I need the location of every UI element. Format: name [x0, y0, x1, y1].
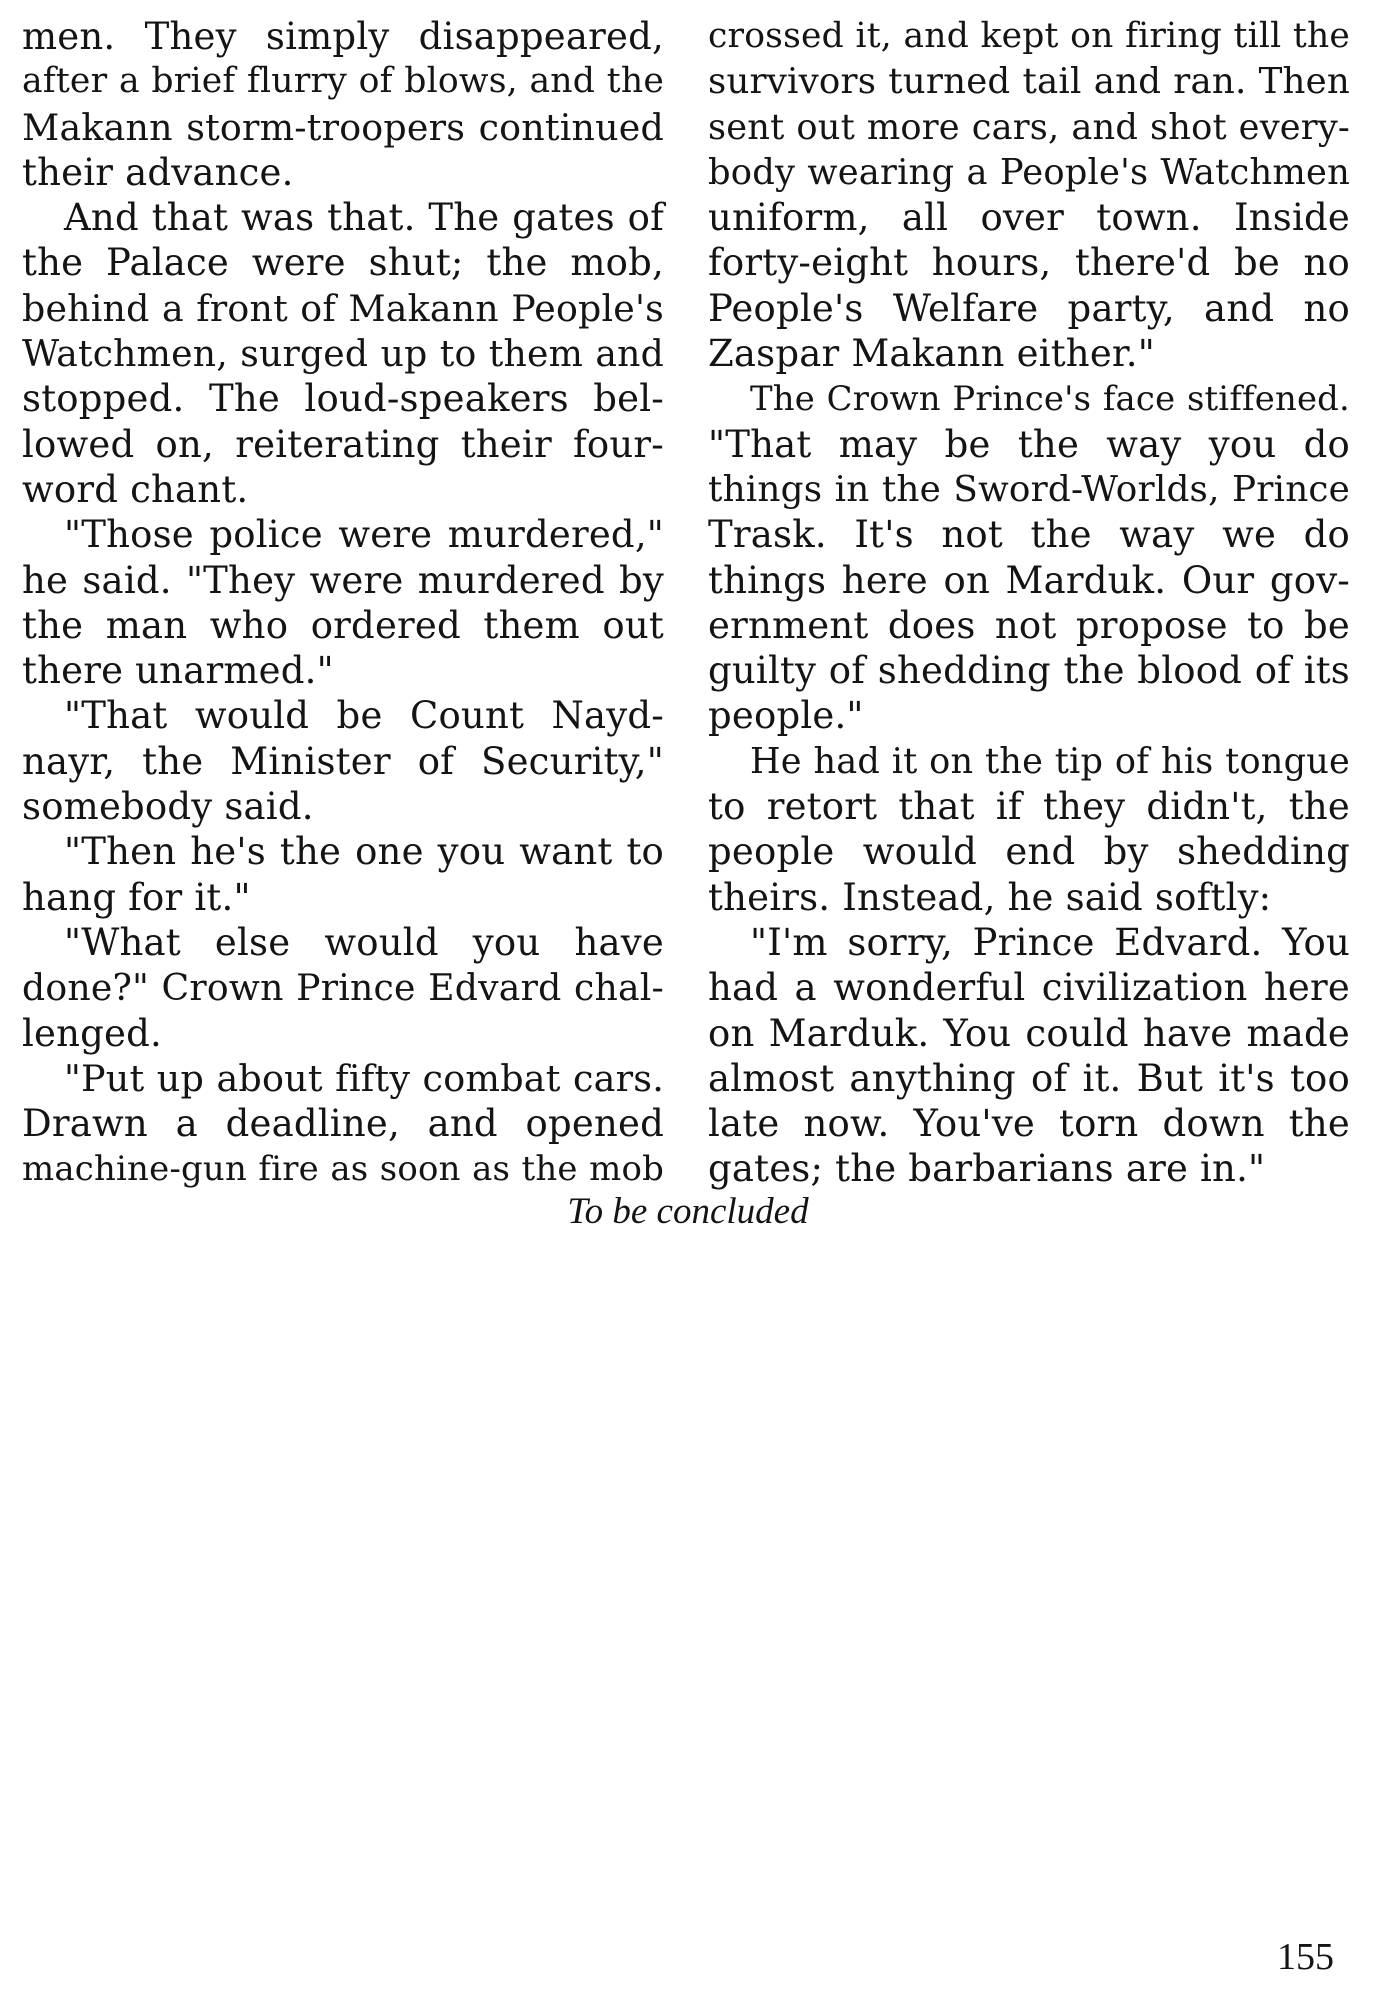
text-line: he said. "They were murdered by — [22, 558, 664, 602]
text-line: machine-gun fire as soon as the mob — [22, 1149, 664, 1189]
text-line: People's Welfare party, and no — [708, 286, 1350, 330]
text-line: "What else would you have — [64, 920, 664, 964]
left-column — [22, 14, 664, 1192]
text-line: body wearing a People's Watchmen — [708, 151, 1350, 193]
text-line: their advance. — [22, 150, 294, 194]
text-line: "Put up about fifty combat cars. — [64, 1056, 664, 1100]
text-line: stopped. The loud-speakers bel- — [22, 377, 664, 421]
text-line: sent out more cars, and shot every- — [708, 106, 1350, 148]
text-line: uniform, all over town. Inside — [708, 196, 1350, 240]
text-line: on Marduk. You could have made — [708, 1011, 1350, 1055]
text-line: things in the Sword-Worlds, Prince — [708, 468, 1350, 510]
text-line: crossed it, and kept on firing till the — [708, 16, 1350, 56]
to-be-concluded-note: To be concluded — [567, 1191, 809, 1232]
text-line: things here on Marduk. Our gov- — [708, 558, 1350, 602]
text-line: "I'm sorry, Prince Edvard. You — [750, 920, 1350, 964]
text-line: lenged. — [22, 1011, 162, 1055]
text-line: word chant. — [22, 467, 249, 511]
text-line: Zaspar Makann either." — [708, 332, 1155, 376]
text-line: hang for it." — [22, 875, 251, 919]
text-line: people." — [708, 694, 864, 738]
text-line: late now. You've torn down the — [708, 1102, 1350, 1146]
text-line: there unarmed." — [22, 649, 334, 693]
text-line: Watchmen, surged up to them and — [22, 332, 664, 376]
text-line: to retort that if they didn't, the — [708, 785, 1350, 829]
text-line: had a wonderful civilization here — [708, 966, 1350, 1010]
text-line: Trask. It's not the way we do — [708, 513, 1350, 557]
text-line: after a brief flurry of blows, and the — [22, 61, 664, 102]
text-line: survivors turned tail and ran. Then — [708, 61, 1350, 103]
text-line: the Palace were shut; the mob, — [22, 241, 664, 285]
text-line: The Crown Prince's face stiffened. — [750, 379, 1350, 419]
text-line: almost anything of it. But it's too — [708, 1056, 1350, 1100]
text-line: guilty of shedding the blood of its — [708, 649, 1350, 693]
text-line: "That would be Count Nayd- — [64, 694, 664, 738]
text-line: men. They simply disappeared, — [22, 15, 664, 58]
page-number: 155 — [1277, 1936, 1334, 1978]
text-line: forty-eight hours, there'd be no — [708, 241, 1350, 285]
text-line: nayr, the Minister of Security," — [22, 739, 664, 783]
text-line: Drawn a deadline, and opened — [22, 1102, 664, 1146]
text-line: theirs. Instead, he said softly: — [708, 875, 1272, 919]
text-line: behind a front of Makann People's — [22, 286, 664, 330]
text-line: "That may be the way you do — [708, 422, 1350, 466]
text-line: ernment does not propose to be — [708, 603, 1350, 647]
text-line: "Then he's the one you want to — [64, 830, 664, 874]
text-line: done?" Crown Prince Edvard chal- — [22, 966, 664, 1010]
text-line: gates; the barbarians are in." — [708, 1147, 1266, 1191]
text-line: Makann storm-troopers continued — [22, 105, 664, 149]
text-line: lowed on, reiterating their four- — [22, 422, 664, 466]
text-line: He had it on the tip of his tongue — [750, 740, 1350, 782]
text-line: people would end by shedding — [708, 830, 1350, 874]
text-line: "Those police were murdered," — [64, 513, 664, 557]
text-line: the man who ordered them out — [22, 603, 664, 647]
text-line: And that was that. The gates of — [64, 196, 664, 240]
right-column — [708, 14, 1350, 1192]
text-line: somebody said. — [22, 785, 314, 829]
